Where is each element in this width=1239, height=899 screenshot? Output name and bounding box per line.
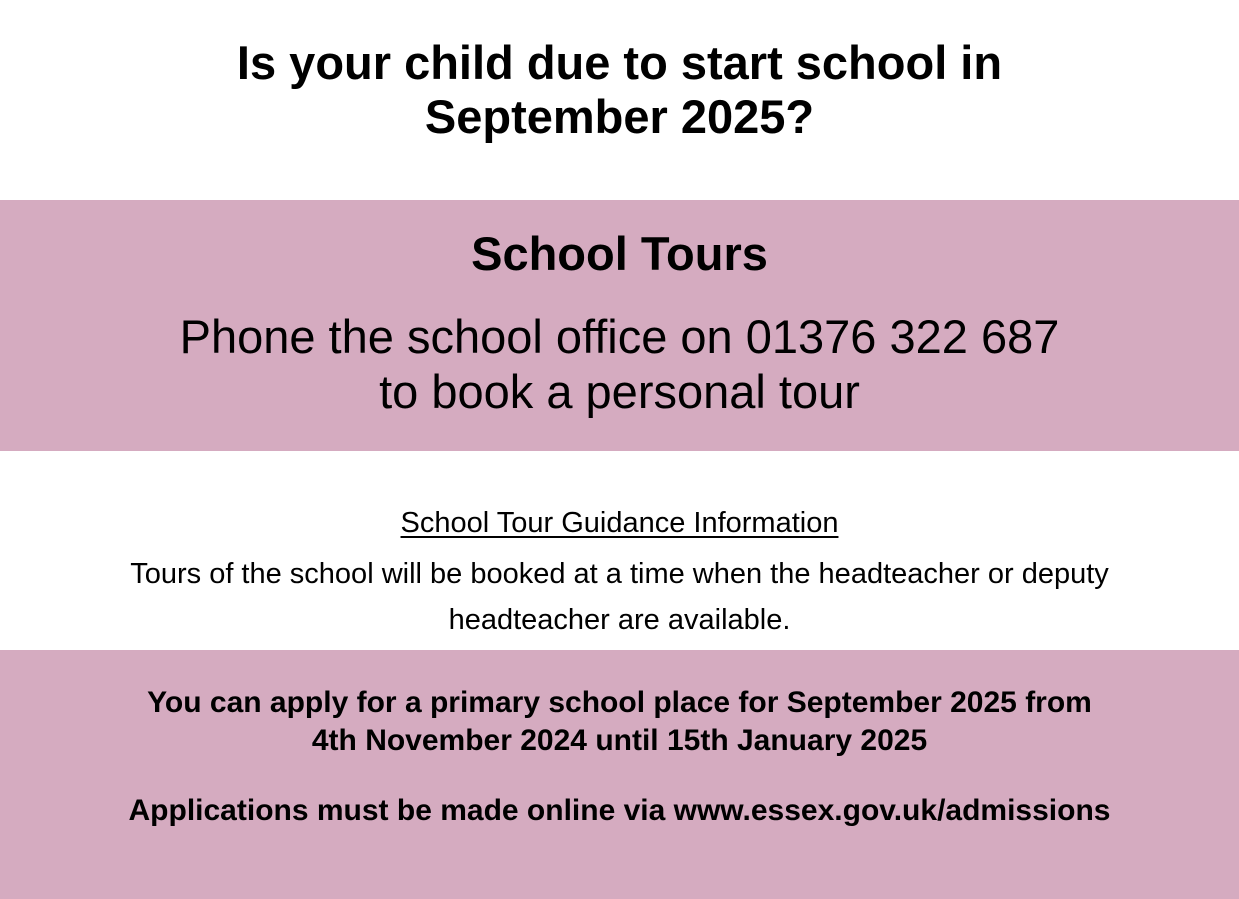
phone-line-2: to book a personal tour — [379, 365, 860, 418]
guidance-heading — [0, 506, 1239, 540]
application-dates-line-2: 4th November 2024 until 15th January 2025 — [311, 724, 928, 757]
headline — [0, 36, 1239, 144]
guidance-heading-text: School Tour Guidance Information — [400, 507, 839, 539]
guidance-body-line-1: Tours of the school will be booked at a time when the headteacher or deputy — [130, 558, 1109, 590]
guidance-body — [40, 551, 1199, 643]
guidance-body-line-2: headteacher are available. — [448, 604, 791, 636]
headline-line-2: September 2025? — [424, 90, 815, 143]
application-dates — [0, 684, 1239, 760]
school-tours-phone-text — [0, 309, 1239, 419]
phone-line-1: Phone the school office on 01376 322 687 — [179, 310, 1060, 363]
headline-line-1: Is your child due to start school in — [236, 36, 1003, 89]
application-dates-line-1: You can apply for a primary school place for September 2025 from — [147, 686, 1092, 719]
application-online-text: Applications must be made online via www.essex.gov.uk/admissions — [128, 794, 1111, 827]
school-tours-title: School Tours — [471, 227, 768, 280]
